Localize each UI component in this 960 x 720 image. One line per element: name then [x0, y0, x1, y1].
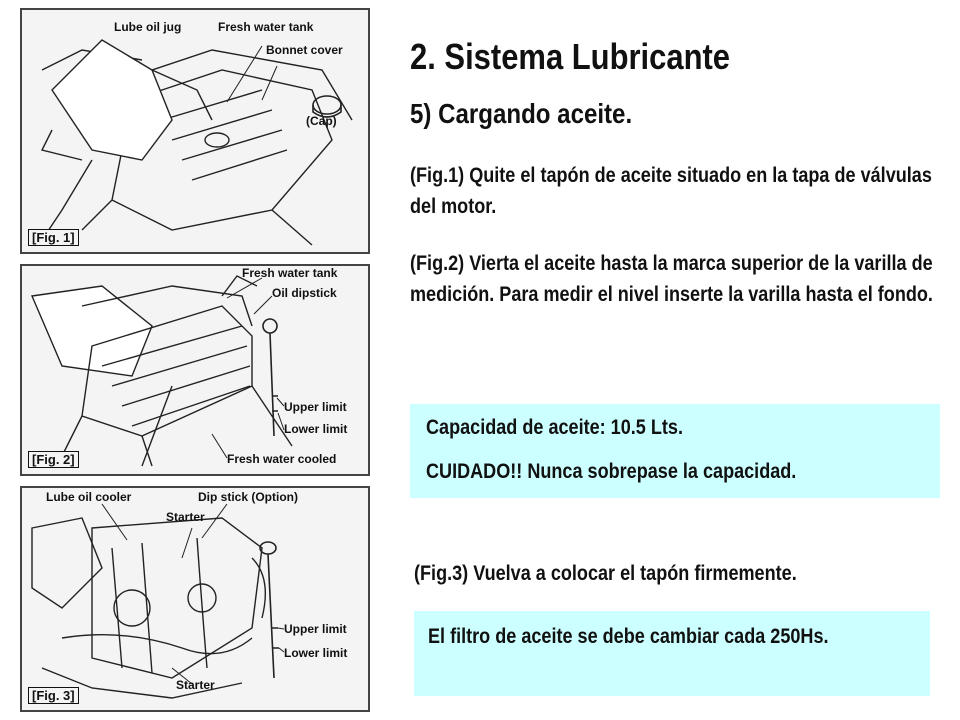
label-bonnet-cover: Bonnet cover [266, 43, 343, 57]
filter-text: El filtro de aceite se debe cambiar cada 250Hs. [428, 625, 829, 648]
label-fresh-water-tank-2: Fresh water tank [242, 266, 338, 280]
label-upper-limit-3: Upper limit [284, 622, 347, 636]
label-lube-oil-jug: Lube oil jug [114, 20, 182, 34]
figure-2-tag: [Fig. 2] [28, 451, 79, 468]
figure-1-tag: [Fig. 1] [28, 229, 79, 246]
label-starter: Starter [176, 678, 215, 692]
capacity-text: Capacidad de aceite: 10.5 Lts. [426, 416, 683, 439]
label-oil-dipstick: Oil dipstick [272, 286, 337, 300]
figure-3-illustration [20, 486, 370, 712]
label-fresh-water-tank: Fresh water tank [218, 20, 314, 34]
section-subtitle: 5) Cargando aceite. [410, 98, 633, 129]
filter-callout-box [414, 611, 930, 696]
label-lower-limit-3: Lower limit [284, 646, 348, 660]
figure-2-illustration [20, 264, 370, 476]
label-fresh-water-cooled: Fresh water cooled [227, 452, 337, 466]
caution-text: CUIDADO!! Nunca sobrepase la capacidad. [426, 460, 797, 483]
figure-3-tag: [Fig. 3] [28, 687, 79, 704]
figure-1-illustration [20, 8, 370, 254]
label-lube-oil-cooler: Lube oil cooler [46, 490, 132, 504]
label-starter-top: Starter [166, 510, 205, 524]
label-lower-limit: Lower limit [284, 422, 348, 436]
paragraph-fig2: (Fig.2) Vierta el aceite hasta la marca superior de la varilla de medición. Para medir el nivel inserte la varilla hasta el fondo. [410, 252, 933, 306]
label-cap: (Cap) [306, 114, 337, 128]
label-upper-limit: Upper limit [284, 400, 347, 414]
page-title: 2. Sistema Lubricante [410, 36, 731, 77]
capacity-callout-box [410, 404, 940, 498]
paragraph-fig1: (Fig.1) Quite el tapón de aceite situado en la tapa de válvulas del motor. [410, 164, 932, 218]
paragraph-fig3: (Fig.3) Vuelva a colocar el tapón firmemente. [414, 562, 797, 585]
label-dip-stick-option: Dip stick (Option) [198, 490, 298, 504]
